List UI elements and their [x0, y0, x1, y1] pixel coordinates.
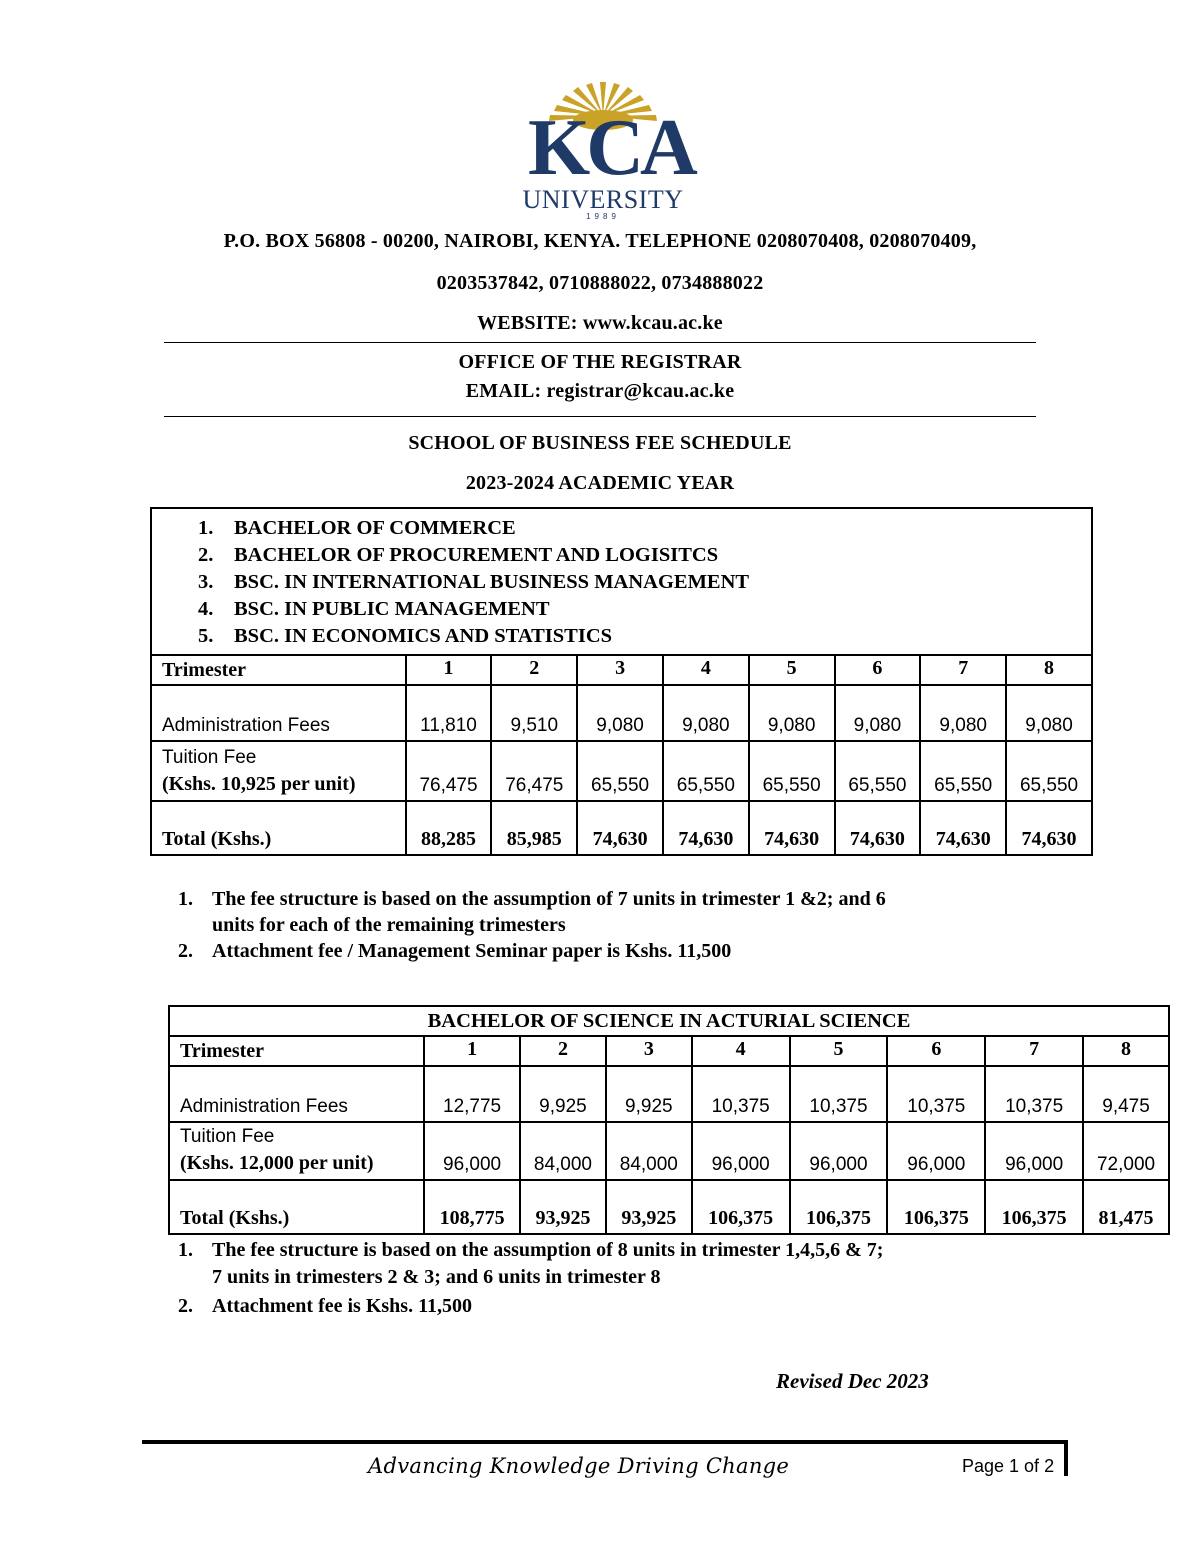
total-label: Total (Kshs.)	[169, 1180, 424, 1234]
program-title-row	[169, 1006, 1169, 1036]
notes-actuarial	[178, 1237, 1078, 1320]
tuition-row	[169, 1122, 1169, 1180]
logo-name: UNIVERSITY	[522, 185, 684, 214]
divider	[164, 416, 1036, 417]
fee-cell: 65,550	[663, 741, 749, 801]
fee-cell: 65,550	[835, 741, 921, 801]
tuition-rate: (Kshs. 10,925 per unit)	[162, 773, 356, 795]
fee-cell: 9,080	[920, 685, 1006, 741]
trimester-cell: 1	[406, 655, 492, 685]
fee-table-actuarial	[168, 1005, 1170, 1235]
total-cell: 74,630	[749, 801, 835, 855]
fee-cell: 96,000	[887, 1122, 985, 1180]
fee-cell: 65,550	[749, 741, 835, 801]
list-item: 4. BSC. IN PUBLIC MANAGEMENT	[198, 598, 550, 620]
fee-cell: 9,080	[663, 685, 749, 741]
fee-cell: 96,000	[985, 1122, 1083, 1180]
total-cell: 106,375	[887, 1180, 985, 1234]
fee-cell: 84,000	[520, 1122, 606, 1180]
total-cell: 74,630	[835, 801, 921, 855]
footer-motto: Advancing Knowledge Driving Change	[368, 1454, 790, 1478]
trimester-cell: 7	[920, 655, 1006, 685]
fee-cell: 96,000	[692, 1122, 790, 1180]
fee-cell: 65,550	[577, 741, 663, 801]
schedule-title: SCHOOL OF BUSINESS FEE SCHEDULE	[408, 432, 792, 454]
fee-cell: 76,475	[491, 741, 577, 801]
total-cell: 88,285	[406, 801, 492, 855]
page-number: Page 1 of 2	[962, 1456, 1055, 1476]
office-title: OFFICE OF THE REGISTRAR	[458, 351, 742, 373]
total-cell: 74,630	[663, 801, 749, 855]
fee-cell: 10,375	[790, 1066, 888, 1122]
registrar-email: EMAIL: registrar@kcau.ac.ke	[465, 380, 735, 402]
fee-cell: 12,775	[424, 1066, 520, 1122]
trimester-cell: 5	[749, 655, 835, 685]
trimester-cell: 3	[606, 1036, 692, 1066]
total-cell: 74,630	[920, 801, 1006, 855]
fee-cell: 9,080	[1006, 685, 1092, 741]
total-cell: 106,375	[692, 1180, 790, 1234]
list-item: 5. BSC. IN ECONOMICS AND STATISTICS	[198, 625, 613, 647]
notes-business	[178, 886, 1058, 964]
logo-year: 1989	[586, 212, 620, 221]
program-title: BACHELOR OF SCIENCE IN ACTURIAL SCIENCE	[169, 1006, 1169, 1036]
footer-divider-end	[1064, 1440, 1068, 1476]
note-item: 2. Attachment fee is Kshs. 11,500	[178, 1295, 472, 1317]
fee-cell: 10,375	[887, 1066, 985, 1122]
trimester-cell: 1	[424, 1036, 520, 1066]
trimester-cell: 2	[491, 655, 577, 685]
trimester-label: Trimester	[151, 655, 406, 685]
address-line-2: 0203537842, 0710888022, 0734888022	[436, 272, 764, 294]
admin-fees-row	[169, 1066, 1169, 1122]
total-cell: 81,475	[1083, 1180, 1169, 1234]
fee-cell: 9,925	[520, 1066, 606, 1122]
trimester-header-row	[151, 655, 1092, 685]
admin-label: Administration Fees	[169, 1066, 424, 1122]
program-list	[152, 509, 1091, 654]
programs-row	[151, 508, 1092, 655]
fee-table-business	[150, 507, 1093, 856]
website: WEBSITE: www.kcau.ac.ke	[477, 312, 723, 334]
list-item: 1. BACHELOR OF COMMERCE	[198, 517, 516, 539]
note-item: 1. The fee structure is based on the assumption of 7 units in trimester 1 &2; and 6 units for each of the remaining trimesters	[178, 888, 886, 936]
trimester-label: Trimester	[169, 1036, 424, 1066]
trimester-cell: 4	[663, 655, 749, 685]
fee-cell: 11,810	[406, 685, 492, 741]
fee-cell: 9,510	[491, 685, 577, 741]
list-item: 3. BSC. IN INTERNATIONAL BUSINESS MANAGEMENT	[198, 571, 750, 593]
programs-cell	[151, 508, 1092, 655]
trimester-cell: 3	[577, 655, 663, 685]
trimester-cell: 4	[692, 1036, 790, 1066]
total-cell: 93,925	[520, 1180, 606, 1234]
total-cell: 93,925	[606, 1180, 692, 1234]
trimester-cell: 8	[1083, 1036, 1169, 1066]
trimester-cell: 8	[1006, 655, 1092, 685]
total-cell: 74,630	[577, 801, 663, 855]
fee-cell: 10,375	[692, 1066, 790, 1122]
admin-label: Administration Fees	[151, 685, 406, 741]
trimester-cell: 6	[887, 1036, 985, 1066]
fee-cell: 10,375	[985, 1066, 1083, 1122]
tuition-label: Tuition Fee	[162, 747, 257, 768]
fee-cell: 76,475	[406, 741, 492, 801]
list-item: 2. BACHELOR OF PROCUREMENT AND LOGISITCS	[198, 544, 719, 566]
tuition-label: Tuition Fee	[180, 1126, 275, 1147]
trimester-cell: 5	[790, 1036, 888, 1066]
note-item: 2. Attachment fee / Management Seminar paper is Kshs. 11,500	[178, 940, 732, 962]
tuition-label-cell	[169, 1122, 424, 1180]
fee-cell: 9,475	[1083, 1066, 1169, 1122]
fee-cell: 72,000	[1083, 1122, 1169, 1180]
total-cell: 106,375	[985, 1180, 1083, 1234]
fee-cell: 9,080	[577, 685, 663, 741]
trimester-cell: 6	[835, 655, 921, 685]
total-cell: 108,775	[424, 1180, 520, 1234]
trimester-cell: 7	[985, 1036, 1083, 1066]
fee-cell: 65,550	[1006, 741, 1092, 801]
fee-cell: 84,000	[606, 1122, 692, 1180]
revised-date: Revised Dec 2023	[776, 1369, 929, 1393]
fee-cell: 9,080	[749, 685, 835, 741]
divider	[164, 342, 1036, 343]
total-row	[169, 1180, 1169, 1234]
trimester-header-row	[169, 1036, 1169, 1066]
total-label: Total (Kshs.)	[151, 801, 406, 855]
fee-cell: 65,550	[920, 741, 1006, 801]
total-cell: 85,985	[491, 801, 577, 855]
trimester-cell: 2	[520, 1036, 606, 1066]
total-row	[151, 801, 1092, 855]
note-item: 1. The fee structure is based on the assumption of 8 units in trimester 1,4,5,6 & 7; 7 units in trimesters 2 & 3; and 6 units in trimester 8	[178, 1239, 884, 1288]
tuition-rate: (Kshs. 12,000 per unit)	[180, 1152, 374, 1174]
tuition-row	[151, 741, 1092, 801]
academic-year: 2023-2024 ACADEMIC YEAR	[465, 472, 735, 494]
total-cell: 106,375	[790, 1180, 888, 1234]
university-logo	[520, 76, 694, 226]
admin-fees-row	[151, 685, 1092, 741]
fee-cell: 9,080	[835, 685, 921, 741]
footer-divider	[142, 1440, 1066, 1444]
logo-brand: KCA	[528, 104, 694, 192]
fee-cell: 96,000	[424, 1122, 520, 1180]
fee-cell: 9,925	[606, 1066, 692, 1122]
address-line-1: P.O. BOX 56808 - 00200, NAIROBI, KENYA. TELEPHONE 0208070408, 0208070409,	[223, 230, 977, 252]
tuition-label-cell	[151, 741, 406, 801]
total-cell: 74,630	[1006, 801, 1092, 855]
fee-cell: 96,000	[790, 1122, 888, 1180]
